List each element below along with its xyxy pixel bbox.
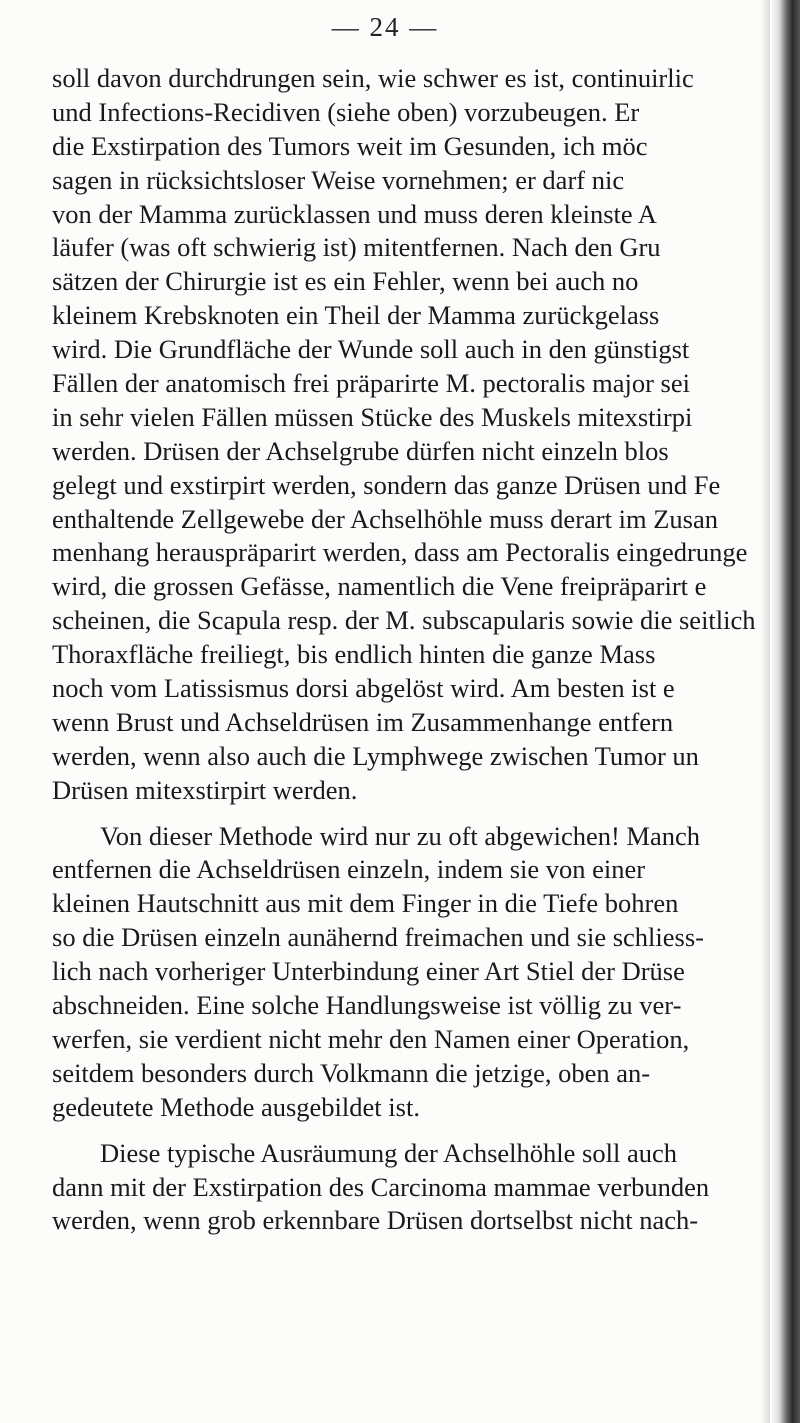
text-line: werden, wenn also auch die Lymphwege zwischen Tumor un — [52, 740, 699, 771]
text-line: gelegt und exstirpirt werden, sondern das ganze Drüsen und Fe — [52, 469, 721, 500]
text-line: und Infections-Recidiven (siehe oben) vorzubeugen. Er — [52, 96, 640, 127]
text-line: von der Mamma zurücklassen und muss deren kleinste A — [52, 198, 657, 229]
text-line: lich nach vorheriger Unterbindung einer Art Stiel der Drüse — [52, 956, 685, 987]
page-number: — 24 — — [331, 12, 439, 42]
text-line: Fällen der anatomisch frei präparirte M. pectoralis major sei — [52, 368, 690, 399]
text-line: soll davon durchdrungen sein, wie schwer es ist, continuirlic — [52, 63, 694, 93]
page-gutter-shadow — [760, 0, 770, 1423]
text-line: so die Drüsen einzeln aunähernd freimachen und sie schliess- — [52, 922, 704, 953]
book-binding-edge — [770, 0, 800, 1423]
text-line: werden. Drüsen der Achselgrube dürfen nicht einzeln blos — [52, 435, 669, 466]
text-line: in sehr vielen Fällen müssen Stücke des Muskels mitexstirpi — [52, 401, 693, 432]
text-line: wenn Brust und Achseldrüsen im Zusammenhange entfern — [52, 706, 674, 737]
text-line: scheinen, die Scapula resp. der M. subscapularis sowie die seitlich — [52, 605, 756, 636]
text-line: Von dieser Methode wird nur zu oft abgewichen! Manch — [100, 820, 701, 851]
body-text — [52, 62, 764, 1238]
text-line: abschneiden. Eine solche Handlungsweise ist völlig zu ver- — [52, 990, 682, 1021]
text-line: gedeutete Methode ausgebildet ist. — [52, 1091, 420, 1122]
text-line: Drüsen mitexstirpirt werden. — [52, 774, 358, 805]
text-line: sagen in rücksichtsloser Weise vornehmen; er darf nic — [52, 164, 625, 195]
text-line: kleinem Krebsknoten ein Theil der Mamma zurückgelass — [52, 300, 660, 331]
text-line: Diese typische Ausräumung der Achselhöhle soll auch — [100, 1137, 677, 1168]
text-line: wird. Die Grundfläche der Wunde soll auch in den günstigst — [52, 334, 690, 365]
text-line: wird, die grossen Gefässe, namentlich die Vene freipräparirt e — [52, 571, 707, 602]
text-line: noch vom Latissismus dorsi abgelöst wird. Am besten ist e — [52, 673, 675, 704]
text-line: entfernen die Achseldrüsen einzeln, indem sie von einer — [52, 854, 646, 885]
text-line: kleinen Hautschnitt aus mit dem Finger in die Tiefe bohren — [52, 888, 679, 919]
text-line: enthaltende Zellgewebe der Achselhöhle muss derart im Zusan — [52, 503, 718, 534]
text-line: Thoraxfläche freiliegt, bis endlich hinten die ganze Mass — [52, 639, 656, 670]
text-line: werden, wenn grob erkennbare Drüsen dortselbst nicht nach- — [52, 1205, 699, 1236]
text-line: werfen, sie verdient nicht mehr den Namen einer Operation, — [52, 1023, 690, 1054]
text-line: läufer (was oft schwierig ist) mitentfernen. Nach den Gru — [52, 232, 661, 263]
text-line: die Exstirpation des Tumors weit im Gesunden, ich möc — [52, 130, 648, 161]
text-line: sätzen der Chirurgie ist es ein Fehler, wenn bei auch no — [52, 266, 639, 297]
text-line: seitdem besonders durch Volkmann die jetzige, oben an- — [52, 1057, 651, 1088]
text-line: menhang herauspräparirt werden, dass am Pectoralis eingedrunge — [52, 537, 748, 568]
text-line: dann mit der Exstirpation des Carcinoma mammae verbunden — [52, 1171, 710, 1202]
